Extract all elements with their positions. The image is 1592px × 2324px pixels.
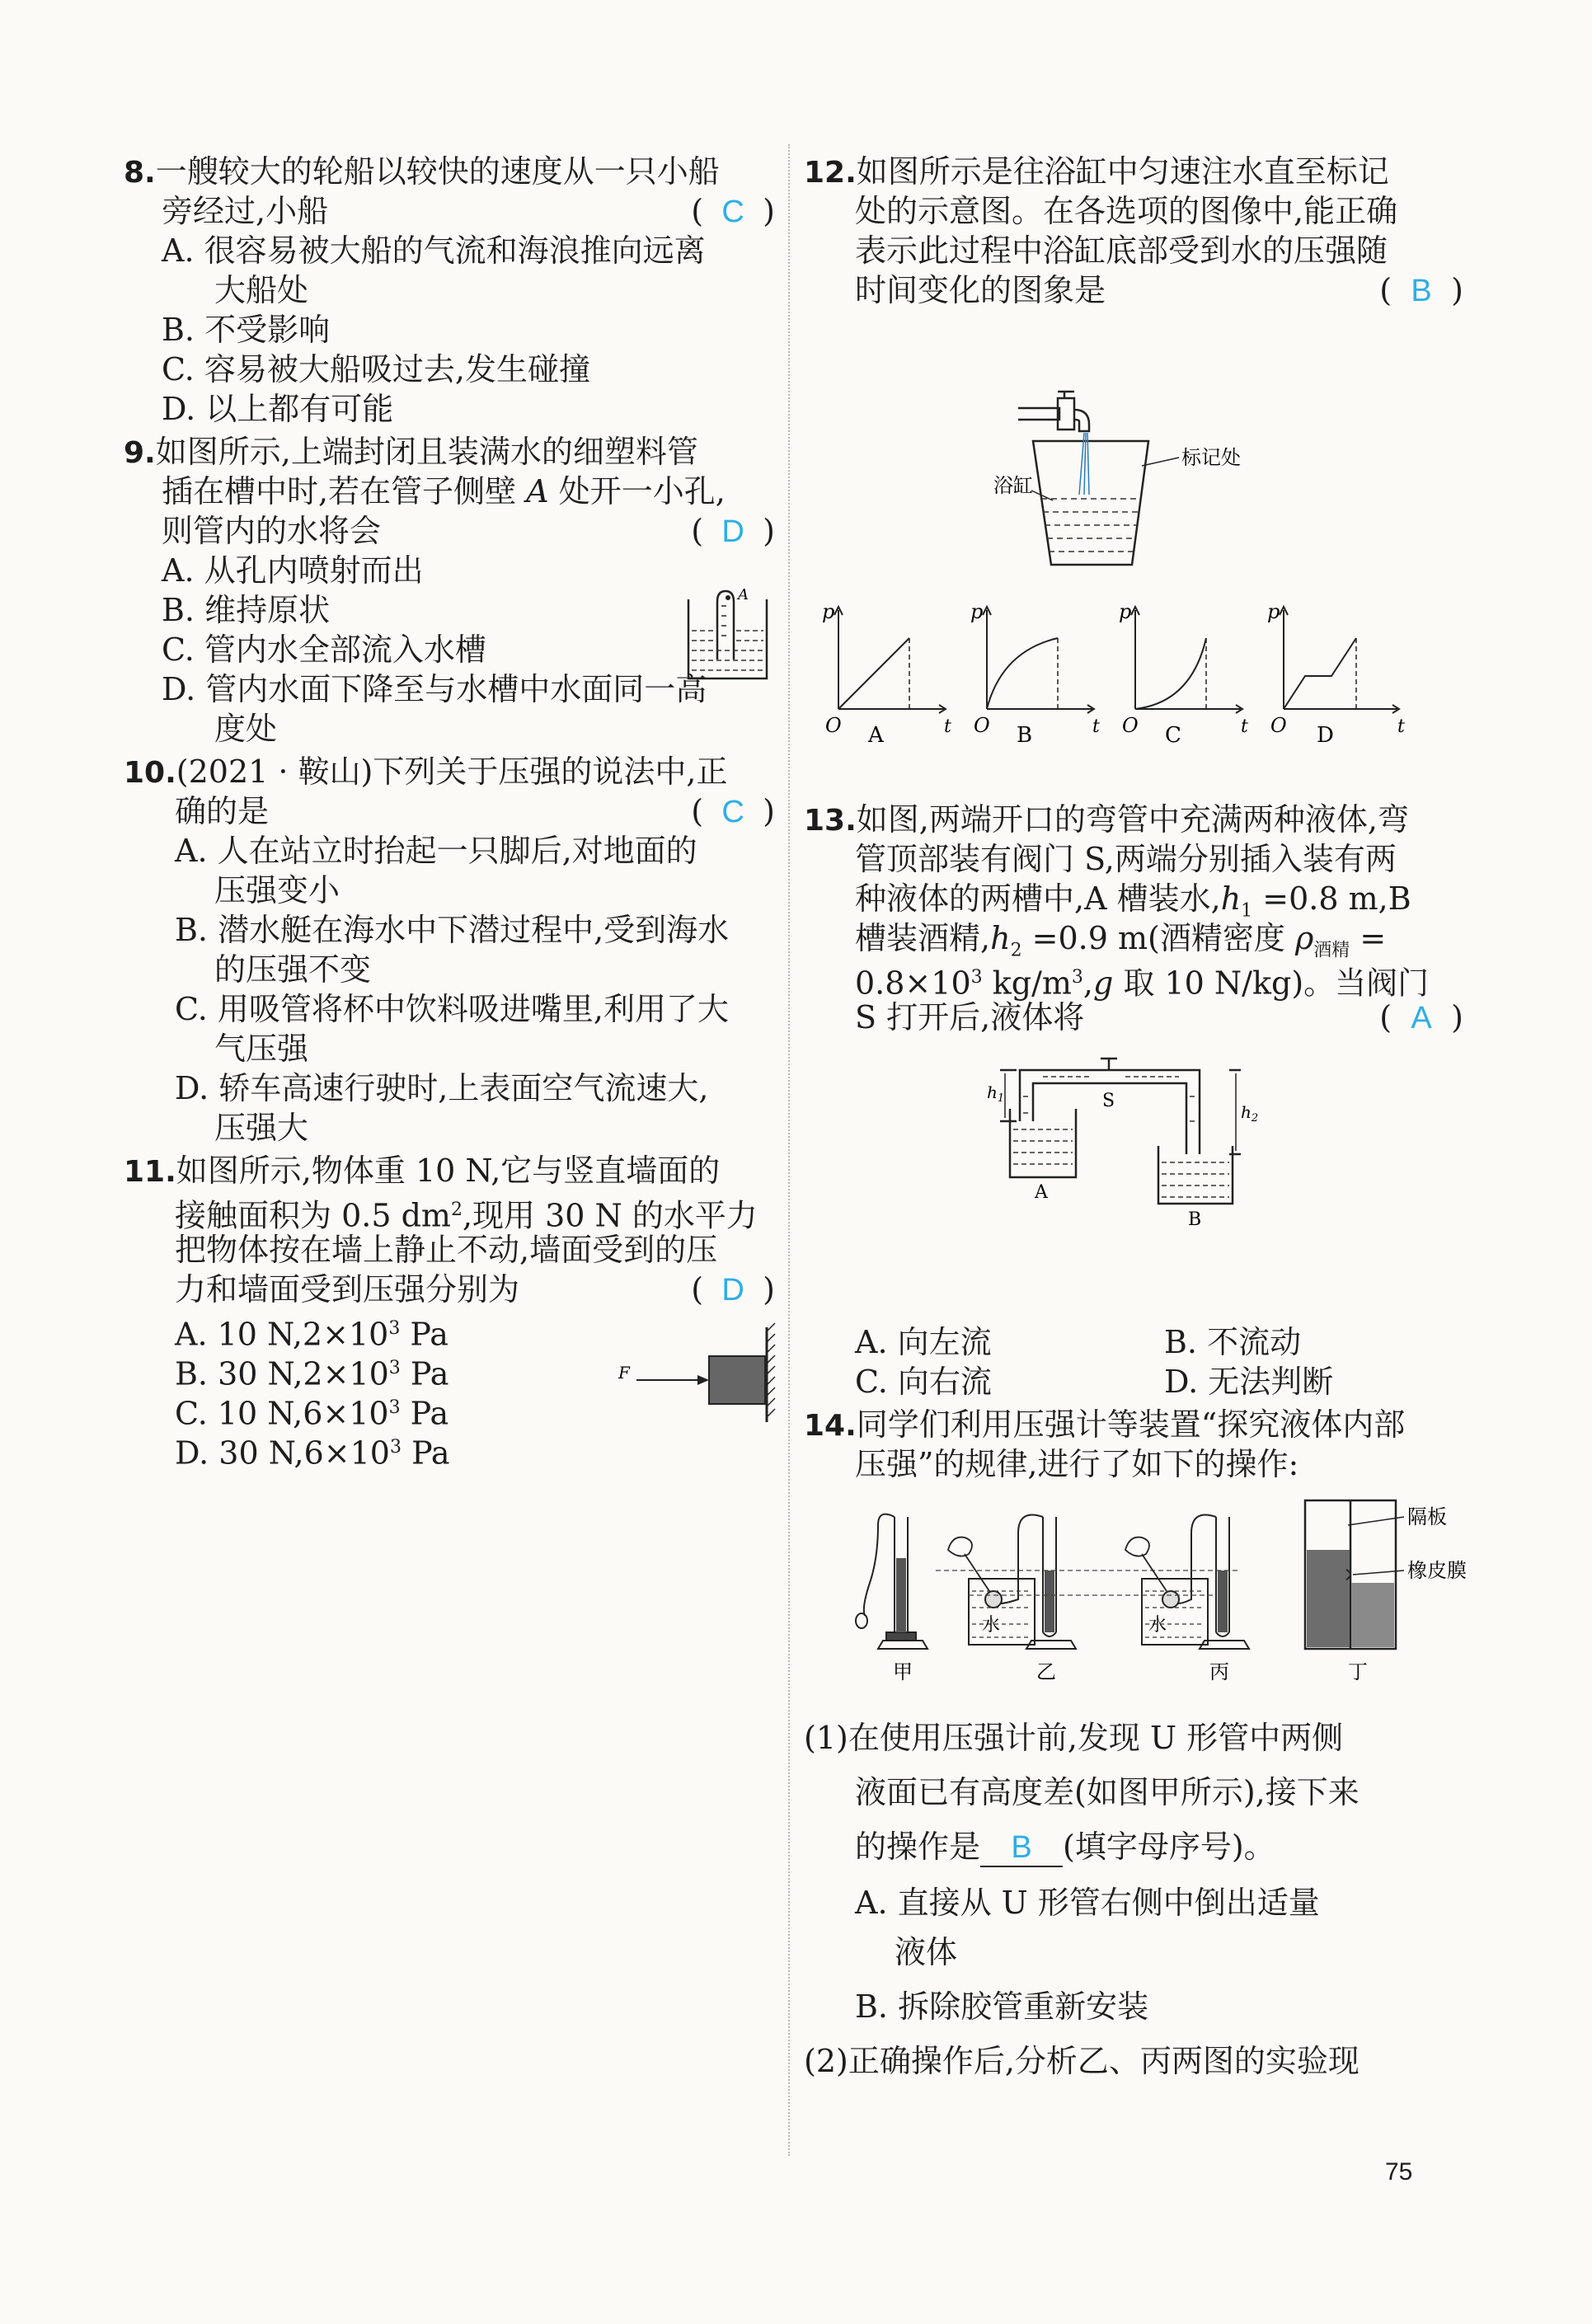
q13-number: 13. (804, 804, 857, 838)
q8-answer: C (721, 195, 744, 229)
q12-stem-line-2: 处的示意图。在各选项的图像中,能正确 (855, 193, 1398, 229)
q12-answer-bracket: ( B ) (1379, 267, 1463, 314)
q11-number: 11. (124, 1155, 176, 1189)
q8-number: 8. (124, 156, 156, 190)
q10-number: 10. (124, 756, 176, 790)
q12-answer: B (1411, 274, 1432, 308)
q9-answer-bracket: ( D ) (691, 508, 775, 555)
q10-option-d: D. 轿车高速行驶时,上表面空气流速大, (175, 1070, 709, 1106)
q10-option-b-cont: 的压强不变 (214, 951, 372, 988)
q9-stem-line-3: 则管内的水将会 ( D ) (162, 508, 775, 554)
q13-option-a: A. 向左流 (855, 1324, 992, 1360)
page-number: 75 (1385, 2158, 1413, 2185)
q14-part1-option-a-cont: 液体 (895, 1934, 958, 1970)
q8-option-a-cont: 大船处 (214, 272, 309, 308)
q14-part1-option-a: A. 直接从 U 形管右侧中倒出适量 (855, 1885, 1320, 1921)
q10-option-a-cont: 压强变小 (214, 872, 340, 908)
q12-graph-d (1266, 600, 1422, 748)
q9-hole-mark (726, 595, 730, 600)
q12-graph-b (969, 600, 1109, 748)
q11-stem-line-4: 力和墙面受到压强分别为 ( D ) (175, 1266, 775, 1312)
column-divider (788, 144, 790, 2156)
q10-option-c: C. 用吸管将杯中饮料吸进嘴里,利用了大 (175, 991, 729, 1027)
q8-option-c: C. 容易被大船吸过去,发生碰撞 (162, 351, 590, 387)
q12-mark-label: 标记处 (1181, 446, 1241, 469)
q12-graph-d-label: D (1317, 723, 1334, 748)
q9-stem-line-1: 9.如图所示,上端封闭且装满水的细塑料管 (124, 434, 698, 470)
q14-experiment-figure (853, 1492, 1467, 1683)
q11-option-a: A. 10 $N,2\times 10^3$ Pa (175, 1316, 448, 1353)
q13-option-b: B. 不流动 (1164, 1324, 1302, 1360)
q14-part1-option-b: B. 拆除胶管重新安装 (855, 1988, 1149, 2025)
q10-option-d-cont: 压强大 (214, 1110, 309, 1146)
q13-h1-label: $h_1$ (987, 1082, 1005, 1105)
q11-stem-line-1: 11.如图所示,物体重 10 N,它与竖直墙面的 (124, 1153, 721, 1189)
q12-stem-line-1: 12.如图所示是往浴缸中匀速注水直至标记 (804, 153, 1389, 190)
q12-number: 12. (804, 156, 857, 190)
q9-option-d: D. 管内水面下降至与水槽中水面同一高 (162, 671, 707, 707)
q11-stem-line-2: 接触面积为 0.5 $dm^2$,现用 30 N 的水平力 (175, 1197, 758, 1234)
q13-stem-line-1: 13.如图,两端开口的弯管中充满两种液体,弯 (804, 801, 1409, 838)
q14-stem-line-1: 14.同学们利用压强计等装置“探究液体内部 (804, 1406, 1406, 1443)
q11-force-label: F (618, 1363, 630, 1383)
q13-tank-a-label: A (1035, 1182, 1048, 1203)
svg-text:t: t (1241, 716, 1248, 737)
q12-mark-leader (1142, 458, 1179, 466)
q14-caption-yi: 乙 (1036, 1660, 1056, 1683)
svg-text:t: t (944, 716, 951, 737)
q14-caption-jia: 甲 (893, 1660, 913, 1683)
q12-bathtub-figure (993, 392, 1249, 589)
q10-stem-line-2: 确的是 ( C ) (175, 788, 775, 834)
q14-part1-line-2: 液面已有高度差(如图甲所示),接下来 (855, 1774, 1360, 1810)
q12-graph-d-curve (1284, 638, 1356, 709)
q13-bent-tube-figure (987, 1047, 1266, 1230)
q9-stem-line-2: 插在槽中时,若在管子侧壁 A 处开一小孔, (162, 473, 726, 509)
q13-stem-line-5: $0.8\times 10^3$ $kg/m^3,g$ 取 10 N/kg)。当阀门 (855, 965, 1430, 1002)
q14-stem-line-2: 压强”的规律,进行了如下的操作: (855, 1446, 1299, 1482)
q13-tank-b-label: B (1188, 1209, 1202, 1230)
q14-part2-line-1: (2)正确操作后,分析乙、丙两图的实验现 (804, 2043, 1360, 2079)
q13-answer: A (1411, 1001, 1432, 1035)
q10-stem-line-1: 10.(2021 · 鞍山)下列关于压强的说法中,正 (124, 754, 728, 790)
svg-text:p: p (970, 600, 984, 623)
q14-part1-line-1: (1)在使用压强计前,发现 U 形管中两侧 (804, 1720, 1344, 1756)
q9-answer: D (721, 514, 744, 549)
svg-text:p: p (1267, 600, 1280, 623)
q14-part1-answer-blank: B (980, 1829, 1063, 1867)
q13-options-row-2 (855, 1359, 1463, 1405)
q12-graph-a-label: A (868, 723, 884, 748)
q9-number: 9. (124, 436, 156, 470)
svg-text:t: t (1092, 716, 1100, 737)
q9-option-c: C. 管内水全部流入水槽 (162, 631, 486, 668)
q8-option-a: A. 很容易被大船的气流和海浪推向远离 (162, 232, 706, 269)
q11-wall-figure (618, 1319, 775, 1426)
q9-tank-figure (680, 581, 787, 688)
q9-option-d-cont: 度处 (214, 711, 278, 747)
q14-caption-bing: 丙 (1209, 1660, 1229, 1683)
q12-stem-line-3: 表示此过程中浴缸底部受到水的压强随 (855, 232, 1388, 269)
q9-option-b: B. 维持原状 (162, 592, 331, 628)
q9-hole-label: A (738, 586, 749, 603)
q13-stem-line-4: 槽装酒精$,h_2 =0.9$ m(酒精密度 $\rho_{酒精}$ = (855, 920, 1387, 961)
q12-faucet-pipe (1018, 408, 1059, 420)
q11-option-b: B. 30 $N,2\times 10^3$ Pa (175, 1355, 449, 1392)
q10-answer: C (721, 795, 744, 829)
q10-answer-bracket: ( C ) (691, 788, 775, 835)
q12-stem-line-4: 时间变化的图象是 ( B ) (855, 267, 1463, 313)
q12-graph-a-curve (838, 638, 909, 709)
q14-number: 14. (804, 1409, 857, 1443)
q11-answer-bracket: ( D ) (691, 1266, 775, 1313)
svg-text:O: O (1270, 714, 1287, 737)
q13-h2-label: $h_2$ (1241, 1102, 1259, 1124)
q8-option-d: D. 以上都有可能 (162, 391, 394, 427)
q11-stem-line-3: 把物体按在墙上静止不动,墙面受到的压 (175, 1232, 718, 1268)
q12-graph-c-curve (1135, 638, 1206, 709)
q13-stem-line-2: 管顶部装有阀门 S,两端分别插入装有两 (855, 841, 1397, 877)
svg-text:O: O (974, 714, 990, 737)
q13-answer-bracket: ( A ) (1379, 994, 1463, 1041)
q14-membrane-label: 橡皮膜 (1407, 1559, 1467, 1582)
q14-gauge-jia (864, 1514, 927, 1649)
q12-graph-b-curve (987, 638, 1058, 709)
q13-option-d: D. 无法判断 (1164, 1364, 1334, 1400)
svg-text:t: t (1397, 716, 1405, 737)
q10-option-b: B. 潜水艇在海水中下潜过程中,受到海水 (175, 912, 730, 948)
svg-text:p: p (1119, 600, 1132, 623)
q10-option-c-cont: 气压强 (214, 1031, 309, 1067)
q12-tub-outline (1033, 441, 1148, 565)
q10-option-a: A. 人在站立时抬起一只脚后,对地面的 (175, 833, 697, 869)
q9-option-a: A. 从孔内喷射而出 (162, 552, 424, 589)
q12-graph-a (820, 600, 960, 748)
q12-graph-c (1117, 600, 1257, 748)
q13-stem-line-6: S 打开后,液体将 ( A ) (855, 994, 1463, 1040)
q14-partition-label: 隔板 (1407, 1505, 1447, 1528)
q12-graph-c-label: C (1165, 723, 1181, 748)
svg-text:O: O (825, 714, 842, 737)
q13-stem-line-3: 种液体的两槽中,A 槽装水$,h_1 =0.8$ m,B (855, 880, 1411, 922)
svg-text:p: p (822, 600, 835, 623)
q13-option-c: C. 向右流 (855, 1364, 992, 1400)
q12-tub-label: 浴缸 (993, 474, 1033, 497)
q8-option-b: B. 不受影响 (162, 312, 331, 348)
q8-answer-bracket: ( C ) (691, 188, 775, 235)
q14-part1-line-3: 的操作是 B (填字母序号)。 (855, 1824, 1463, 1870)
q11-option-c: C. 10 $N,6\times 10^3$ Pa (175, 1395, 449, 1432)
q11-option-d: D. 30 $N,6\times 10^3$ Pa (175, 1434, 450, 1472)
q11-answer: D (721, 1273, 744, 1308)
q14-caption-ding: 丁 (1348, 1660, 1368, 1683)
q14-water-label-yi: 水 (982, 1615, 1001, 1636)
q12-graph-b-label: B (1017, 723, 1033, 748)
q11-block (709, 1356, 765, 1404)
q13-tank-b (1158, 1146, 1233, 1204)
svg-text:O: O (1122, 714, 1139, 737)
q14-water-label-bing: 水 (1148, 1615, 1167, 1636)
q8-stem-line-1: 8.一艘较大的轮船以较快的速度从一只小船 (124, 153, 720, 190)
q13-valve-label: S (1102, 1091, 1115, 1111)
q8-stem-line-2: 旁经过,小船 ( C ) (162, 188, 775, 234)
